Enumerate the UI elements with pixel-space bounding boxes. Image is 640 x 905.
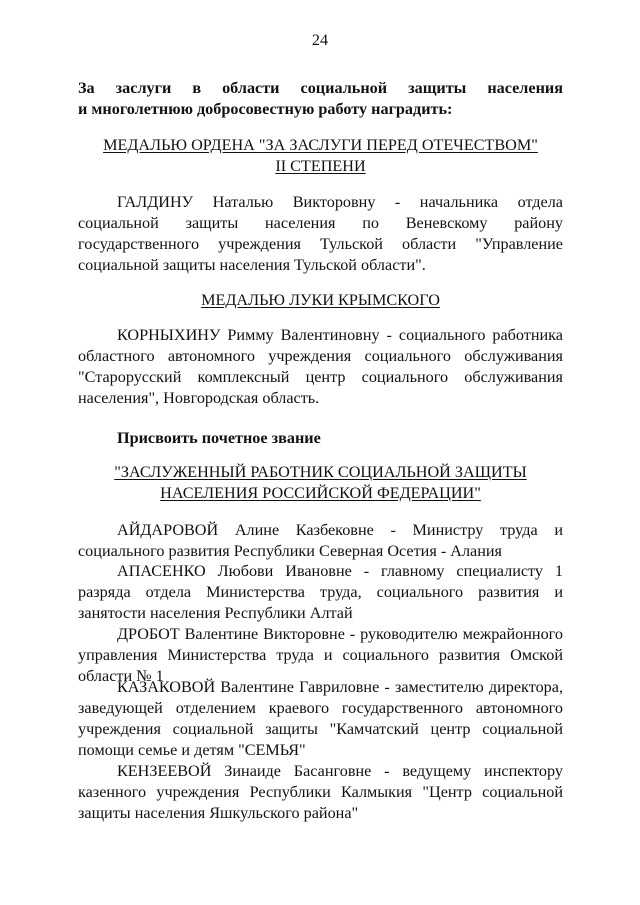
medal-heading-luka-text: МЕДАЛЬЮ ЛУКИ КРЫМСКОГО	[201, 291, 440, 309]
medal-heading-order-line-1: МЕДАЛЬЮ ОРДЕНА "ЗА ЗАСЛУГИ ПЕРЕД ОТЕЧЕСТВОМ"	[103, 136, 538, 154]
honorary-title-intro: Присвоить почетное звание	[117, 429, 321, 447]
awardee-aidarova: АЙДАРОВОЙ Алине Казбековне - Министру труда и социального развития Республики Северная Осетия - Алания	[78, 521, 563, 560]
awardee-kenzeeva: КЕНЗЕЕВОЙ Зинаиде Басанговне - ведущему инспектору казенного учреждения Республики Калмыкия "Центр социальной защиты населения Яшкульского района"	[78, 762, 563, 822]
honorary-title-heading	[78, 462, 563, 504]
awardee-galdina: ГАЛДИНУ Наталью Викторовну - начальника отдела социальной защиты населения по Веневскому району государственного учреждения Тульской области "Управление социальной защиты населения Тульской области".	[78, 193, 563, 274]
awardee-drobot: ДРОБОТ Валентине Викторовне - руководителю межрайонного управления Министерства труда и социального развития Омской области № 1	[78, 625, 563, 685]
award-intro-line-1: За заслуги в области социальной защиты населения	[78, 79, 563, 97]
honorary-title-line-2: НАСЕЛЕНИЯ РОССИЙСКОЙ ФЕДЕРАЦИИ"	[160, 484, 481, 502]
award-intro	[78, 78, 563, 120]
awardee-kazakova: КАЗАКОВОЙ Валентине Гавриловне - заместителю директора, заведующей отделением краевого государственного автономного учреждения социальной защиты "Камчатский центр социальной помощи семье и детям "СЕМЬЯ"	[78, 678, 563, 759]
awardee-kornykhina: КОРНЫХИНУ Римму Валентиновну - социального работника областного автономного учреждения социального обслуживания "Старорусский комплексный центр социального обслуживания населения", Новгородская область.	[78, 326, 563, 407]
awardee-apasenko: АПАСЕНКО Любови Ивановне - главному специалисту 1 разряда отдела Министерства труда, социального развития и занятости населения Республики Алтай	[78, 562, 563, 622]
medal-heading-luka	[78, 290, 563, 311]
medal-heading-order-line-2: II СТЕПЕНИ	[275, 157, 366, 175]
award-intro-line-2: и многолетнюю добросовестную работу наградить:	[78, 100, 453, 118]
medal-heading-order	[78, 135, 563, 177]
page-number: 24	[311, 31, 329, 49]
honorary-title-line-1: "ЗАСЛУЖЕННЫЙ РАБОТНИК СОЦИАЛЬНОЙ ЗАЩИТЫ	[114, 463, 527, 481]
